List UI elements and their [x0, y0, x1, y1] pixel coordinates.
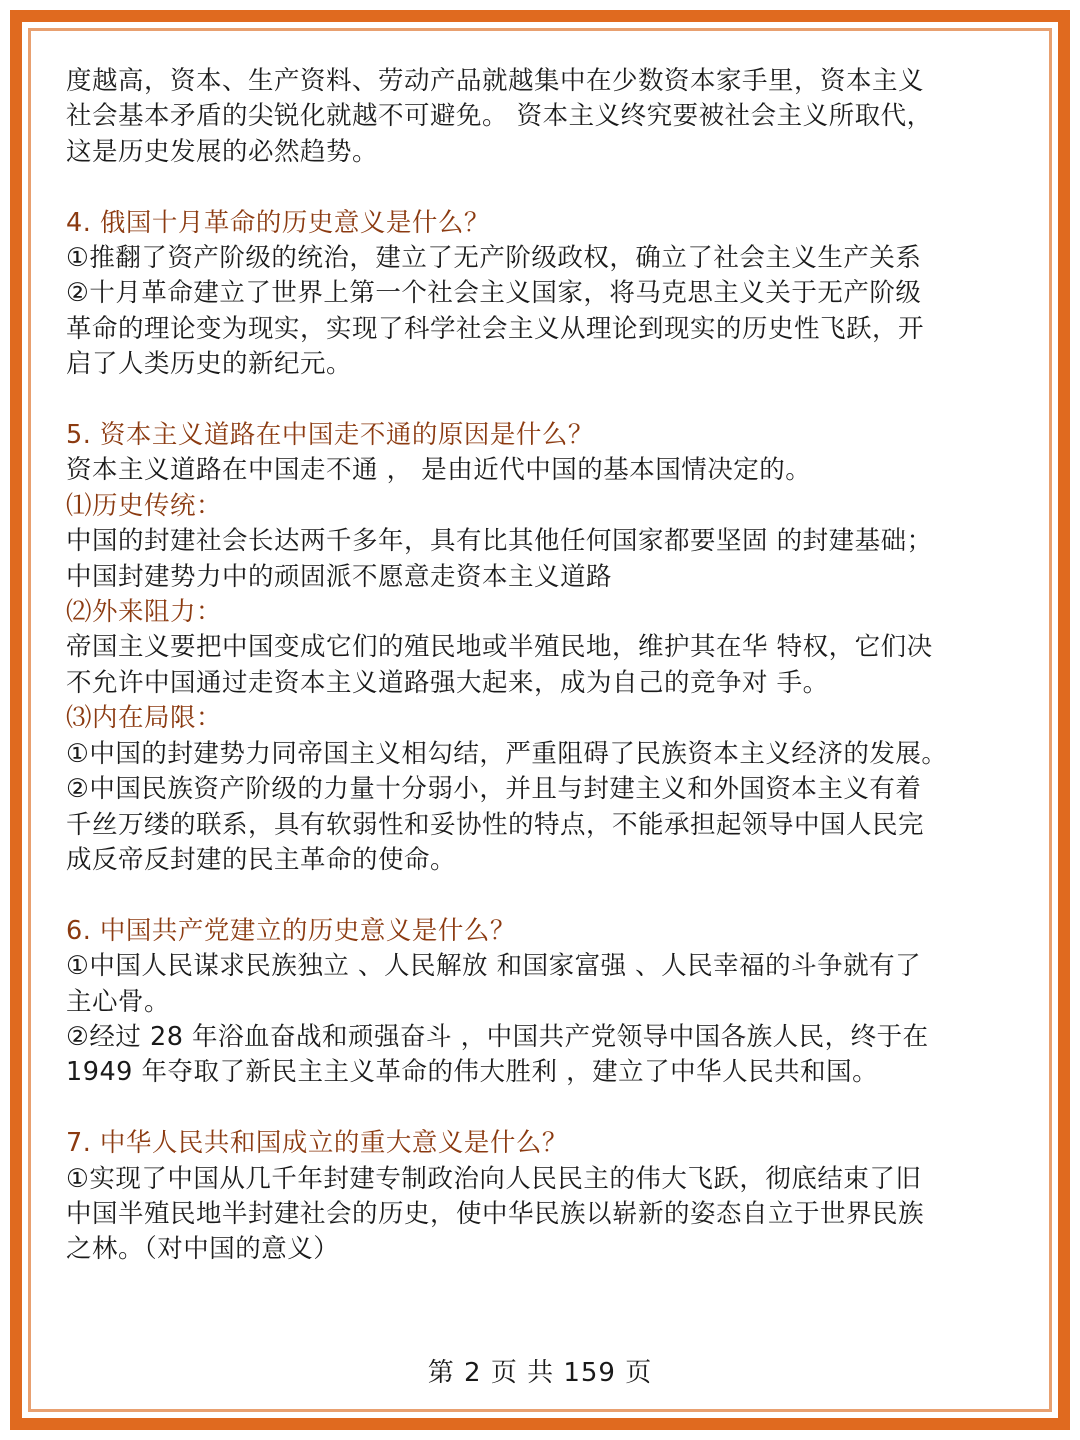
paragraph-gap	[66, 170, 1026, 205]
text-line: 启了人类历史的新纪元。	[66, 349, 353, 380]
text-line: 社会基本矛盾的尖锐化就越不可避免。 资本主义终究要被社会主义所取代，	[66, 101, 933, 132]
paragraph-gap	[66, 878, 1026, 913]
paragraph-gap	[66, 383, 1026, 418]
text-line: 成反帝反封建的民主革命的使命。	[66, 844, 457, 875]
text-line: ②经过 28 年浴血奋战和顽强奋斗 ，中国共产党领导中国各族人民，终于在	[66, 1021, 929, 1052]
text-line: 主心骨。	[66, 986, 171, 1017]
text-line: 中国半殖民地半封建社会的历史，使中华民族以崭新的姿态自立于世界民族	[66, 1198, 925, 1229]
section-heading: ⑶内在局限：	[66, 703, 223, 734]
section-heading: ⑵外来阻力：	[66, 597, 223, 628]
text-line: 资本主义道路在中国走不通 ， 是由近代中国的基本国情决定的。	[66, 455, 812, 486]
text-line: 度越高，资本、生产资料、劳动产品就越集中在少数资本家手里，资本主义	[66, 66, 925, 96]
text-line: ②十月革命建立了世界上第一个社会主义国家，将马克思主义关于无产阶级	[66, 278, 922, 309]
paragraph-gap	[66, 1091, 1026, 1126]
text-line: 千丝万缕的联系，具有软弱性和妥协性的特点，不能承担起领导中国人民完	[66, 809, 925, 840]
text-line: 这是历史发展的必然趋势。	[66, 136, 379, 167]
text-line: ②中国民族资产阶级的力量十分弱小，并且与封建主义和外国资本主义有着	[66, 774, 922, 805]
section-heading: 6. 中国共产党建立的历史意义是什么？	[66, 915, 516, 946]
text-line: ①实现了中国从几千年封建专制政治向人民民主的伟大飞跃，彻底结束了旧	[66, 1163, 922, 1194]
section-heading: 5. 资本主义道路在中国走不通的原因是什么？	[66, 420, 594, 451]
text-line: ①推翻了资产阶级的统治，建立了无产阶级政权，确立了社会主义生产关系	[66, 243, 922, 274]
page-number: 第 2 页 共 159 页	[427, 1358, 653, 1388]
text-line: 中国封建势力中的顽固派不愿意走资本主义道路	[66, 561, 613, 592]
text-line: 革命的理论变为现实，实现了科学社会主义从理论到现实的历史性飞跃，开	[66, 313, 925, 344]
section-heading: 4. 俄国十月革命的历史意义是什么？	[66, 207, 490, 238]
text-line: ①中国人民谋求民族独立 、人民解放 和国家富强 、人民幸福的斗争就有了	[66, 951, 922, 982]
text-line: 1949 年夺取了新民主主义革命的伟大胜利 ，建立了中华人民共和国。	[66, 1057, 879, 1088]
text-line: 帝国主义要把中国变成它们的殖民地或半殖民地，维护其在华 特权，它们决	[66, 632, 933, 663]
text-line: 中国的封建社会长达两千多年，具有比其他任何国家都要坚固 的封建基础；	[66, 526, 933, 557]
section-heading: ⑴历史传统：	[66, 490, 223, 521]
text-line: ①中国的封建势力同帝国主义相勾结，严重阻碍了民族资本主义经济的发展。	[66, 738, 948, 769]
text-line: 之林。（对中国的意义）	[66, 1234, 340, 1265]
document-body	[66, 64, 1026, 1268]
section-heading: 7. 中华人民共和国成立的重大意义是什么？	[66, 1128, 568, 1159]
text-line: 不允许中国通过走资本主义道路强大起来，成为自己的竞争对 手。	[66, 667, 829, 698]
